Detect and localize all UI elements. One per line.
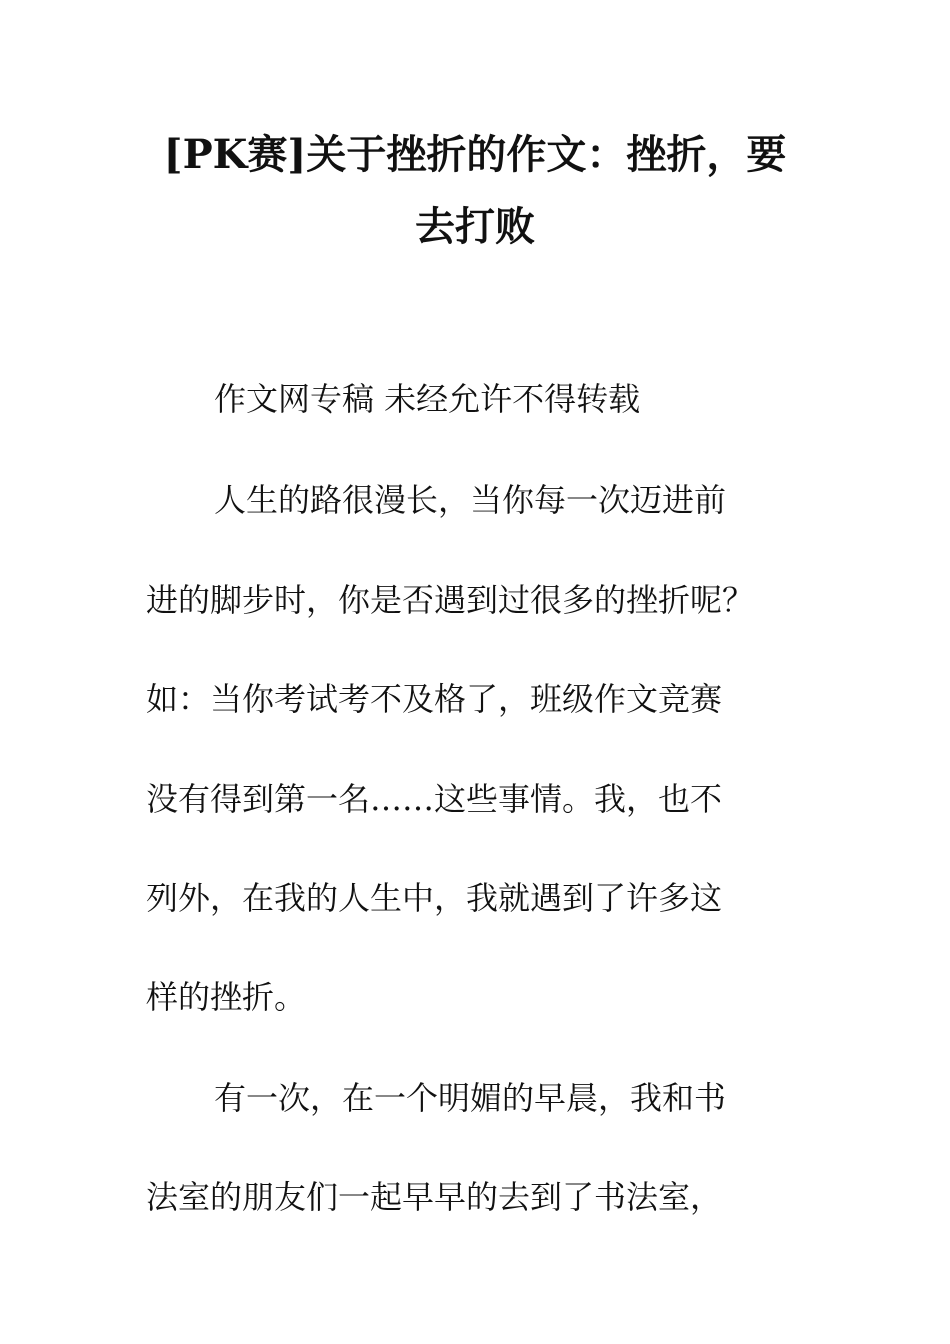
paragraph-line: 如：当你考试考不及格了，班级作文竞赛 — [146, 680, 723, 718]
paragraph-line: 有一次，在一个明媚的早晨，我和书 — [214, 1079, 727, 1117]
paragraph-line: 列外，在我的人生中，我就遇到了许多这 — [146, 879, 723, 917]
paragraph-line: 人生的路很漫长，当你每一次迈进前 — [214, 481, 727, 519]
document-title-line-2: 去打败 — [415, 203, 535, 250]
document-title-line-1: [PK赛]关于挫折的作文：挫折，要 — [163, 131, 787, 178]
paragraph-line: 样的挫折。 — [146, 978, 307, 1016]
paragraph-line: 法室的朋友们一起早早的去到了书法室， — [146, 1178, 723, 1216]
copyright-notice: 作文网专稿 未经允许不得转载 — [214, 380, 641, 418]
paragraph-line: 进的脚步时，你是否遇到过很多的挫折呢？ — [146, 581, 755, 619]
paragraph-line: 没有得到第一名……这些事情。我，也不 — [146, 780, 723, 818]
